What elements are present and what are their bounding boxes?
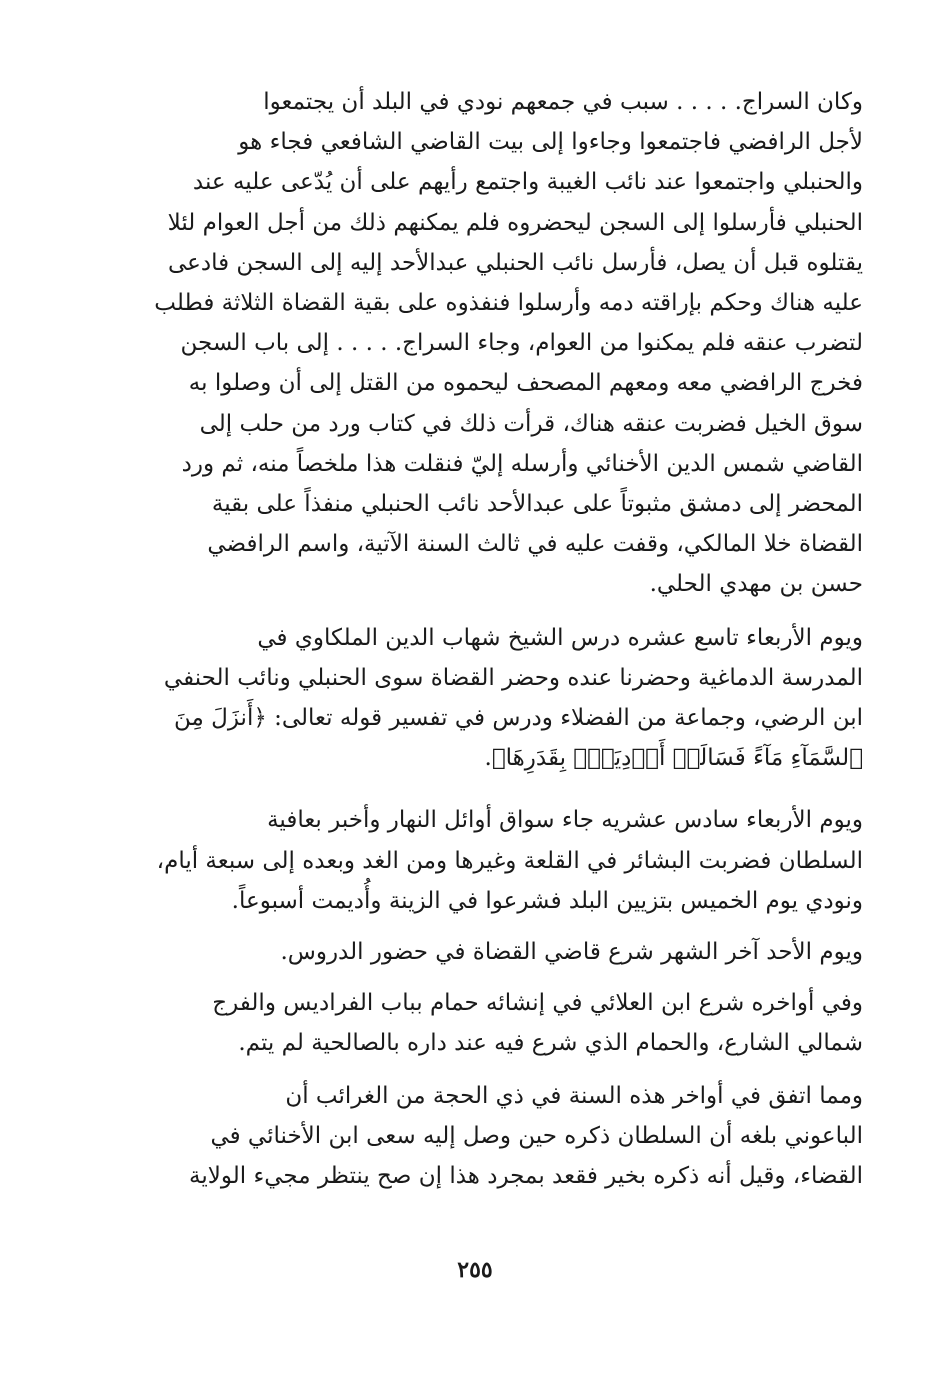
page-body [118, 82, 863, 1210]
paragraph-1: وكان السراج. . . . . سبب في جمعهم نودي في البلد أن يجتمعوا لأجل الرافضي فاجتمعوا وجاءوا إلى بيت القاضي الشافعي فجاء هو والحنبلي واجتمعوا عند نائب الغيبة واجتمع رأيهم على أن يُدّعى عليه عند الحنبلي فأرسلوا إلى السجن ليحضروه فلم يمكنهم ذلك من أجل العوام لئلا يقتلوه قبل أن يصل، فأرسل نائب الحنبلي عبدالأحد إليه إلى السجن فادعى عليه هناك وحكم بإراقته دمه وأرسلوا فنفذوه على بقية القضاة الثلاثة فطلب لتضرب عنقه فلم يمكنوا من العوام، وجاء السراج. . . . . إلى باب السجن فخرج الرافضي معه ومعهم المصحف ليحموه من القتل إلى أن وصلوا به سوق الخيل فضربت عنقه هناك، قرأت ذلك في كتاب ورد من حلب إلى القاضي شمس الدين الأخنائي وأرسله إليّ فنقلت هذا ملخصاً منه، ثم ورد المحضر إلى دمشق مثبوتاً على عبدالأحد نائب الحنبلي منفذاً على بقية القضاة خلا المالكي، وقفت عليه في ثالث السنة الآتية، واسم الرافضي حسن بن مهدي الحلي. [154, 89, 863, 598]
paragraph-3: ويوم الأربعاء سادس عشريه جاء سواق أوائل النهار وأخبر بعافية السلطان فضربت البشائر في القلعة وغيرها ومن الغد وبعده إلى سبعة أيام، ونودي يوم الخميس بتزيين البلد فشرعوا في الزينة وأُديمت أسبوعاً. [156, 807, 863, 914]
paragraph-5: وفي أواخره شرع ابن العلائي في إنشائه حمام بباب الفراديس والفرج شمالي الشارع، والحمام الذي شرع فيه عند داره بالصالحية لم يتم. [212, 990, 863, 1057]
page-number: ٢٥٥ [457, 1257, 493, 1283]
paragraph-4: ويوم الأحد آخر الشهر شرع قاضي القضاة في حضور الدروس. [280, 939, 863, 966]
paragraph-2: ويوم الأربعاء تاسع عشره درس الشيخ شهاب الدين الملكاوي في المدرسة الدماغية وحضرنا عنده وحضر القضاة سوى الحنبلي ونائب الحنفي ابن الرضي، وجماعة من الفضلاء ودرس في تفسير قوله تعالى: ﴿أَنزَلَ مِنَ ٱلسَّمَآءِ مَآءً فَسَالَتۡ أَوۡدِيَةُۢ بِقَدَرِهَا﴾. [163, 624, 863, 772]
paragraph-6: ومما اتفق في أواخر هذه السنة في ذي الحجة من الغرائب أن الباعوني بلغه أن السلطان ذكره حين وصل إليه سعى ابن الأخنائي في القضاء، وقيل أنه ذكره بخير فقعد بمجرد هذا إن صح ينتظر مجيء الولاية [189, 1082, 863, 1190]
